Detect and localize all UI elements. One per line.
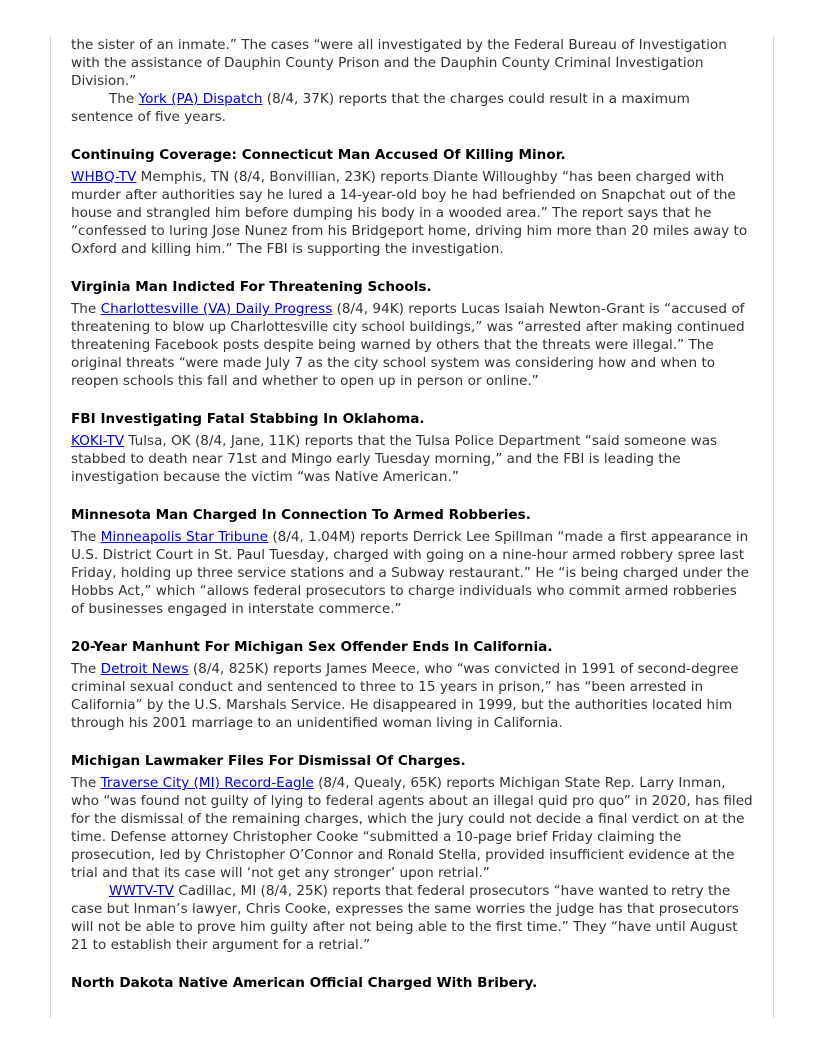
- paragraph-text: The: [71, 301, 101, 317]
- document-content: [71, 36, 753, 996]
- article-body: [71, 300, 753, 390]
- paragraph-text: (8/4, 825K) reports James Meece, who “was convicted in 1991 of second-degree criminal sexual conduct and sentenced to three to 15 years in prison,” has “been arrested in California” by the U.S. Marshals Service. He disappeared in 1999, but the authorities located him through his 2001 marriage to an unidentified woman living in California.: [71, 661, 739, 731]
- whbq-tv-link[interactable]: WHBQ-TV: [71, 169, 137, 185]
- article-headline: North Dakota Native American Official Charged With Bribery.: [71, 975, 538, 991]
- article-body: [71, 528, 753, 618]
- paragraph-text: (8/4, 37K) reports that the charges could result in a maximum sentence of five years.: [71, 91, 690, 125]
- intro-paragraph: the sister of an inmate.” The cases “were all investigated by the Federal Bureau of Investigation with the assistance of Dauphin County Prison and the Dauphin County Criminal Investigation Division.”: [71, 37, 727, 89]
- article-headline: Minnesota Man Charged In Connection To Armed Robberies.: [71, 507, 531, 523]
- article-headline: Continuing Coverage: Connecticut Man Accused Of Killing Minor.: [71, 147, 566, 163]
- article-headline: 20-Year Manhunt For Michigan Sex Offender Ends In California.: [71, 639, 553, 655]
- article-headline: Virginia Man Indicted For Threatening Schools.: [71, 279, 432, 295]
- york-dispatch-link[interactable]: York (PA) Dispatch: [138, 91, 263, 107]
- paragraph-text: Memphis, TN (8/4, Bonvillian, 23K) reports Diante Willoughby “has been charged with murder after authorities say he lured a 14-year-old boy he had befriended on Snapchat out of the house and strangled him before dumping his body in a wooded area.” The report says that he “confessed to luring Jose Nunez from his Bridgeport home, driving him more than 20 miles away to Oxford and killing him.” The FBI is supporting the investigation.: [71, 169, 748, 257]
- paragraph-text: The: [71, 529, 101, 545]
- paragraph-text: (8/4, 94K) reports Lucas Isaiah Newton-Grant is “accused of threatening to blow up Charlottesville city school buildings,” was “arrested after making continued threatening Facebook posts despite being warned by others that the threats were illegal.” The original threats “were made July 7 as the city school system was considering how and when to reopen schools this fall and whether to open up in person or online.”: [71, 301, 745, 389]
- paragraph-text: The: [71, 775, 101, 791]
- article-body: [71, 660, 753, 732]
- traverse-city-record-eagle-link[interactable]: Traverse City (MI) Record-Eagle: [100, 775, 314, 791]
- paragraph-text: (8/4, Quealy, 65K) reports Michigan State Rep. Larry Inman, who “was found not guilty of lying to federal agents about an illegal quid pro quo” in 2020, has filed for the dismissal of the remaining charges, which the jury could not decide a final verdict on at the time. Defense attorney Christopher Cooke “submitted a 10-page brief Friday claiming the prosecution, led by Christopher O’Connor and Ronald Stella, provided insufficient evidence at the trial and that its case will ‘not get any stronger’ upon retrial.”: [71, 775, 753, 881]
- article-headline: FBI Investigating Fatal Stabbing In Oklahoma.: [71, 411, 425, 427]
- article-body: [71, 168, 753, 258]
- koki-tv-link[interactable]: KOKI-TV: [71, 433, 125, 449]
- article-body: [71, 432, 753, 486]
- paragraph-text: Cadillac, MI (8/4, 25K) reports that federal prosecutors “have wanted to retry the case but Inman’s lawyer, Chris Cooke, expresses the same worries the judge has that prosecutors will not be able to prove him guilty after not being able to the first time.” They “have until August 21 to establish their argument for a retrial.”: [71, 883, 739, 953]
- paragraph-text: (8/4, 1.04M) reports Derrick Lee Spillman “made a first appearance in U.S. District Court in St. Paul Tuesday, charged with going on a nine-hour armed robbery spree last Friday, holding up three service stations and a Subway restaurant.” He “is being charged under the Hobbs Act,” which “allows federal prosecutors to charge individuals who commit armed robberies of businesses engaged in interstate commerce.”: [71, 529, 749, 617]
- document-page: [50, 36, 774, 1018]
- paragraph-text: The: [71, 661, 101, 677]
- article-headline: Michigan Lawmaker Files For Dismissal Of Charges.: [71, 753, 466, 769]
- article-body: [71, 774, 753, 882]
- paragraph-text: Tulsa, OK (8/4, Jane, 11K) reports that the Tulsa Police Department “said someone was stabbed to death near 71st and Mingo early Tuesday morning,” and the FBI is leading the investigation because the victim “was Native American.”: [71, 433, 718, 485]
- minneapolis-star-tribune-link[interactable]: Minneapolis Star Tribune: [100, 529, 269, 545]
- intro-followup-paragraph: [71, 90, 753, 126]
- wwtv-tv-link[interactable]: WWTV-TV: [109, 883, 174, 899]
- charlottesville-daily-progress-link[interactable]: Charlottesville (VA) Daily Progress: [100, 301, 333, 317]
- article-followup-body: [71, 882, 753, 954]
- detroit-news-link[interactable]: Detroit News: [100, 661, 189, 677]
- paragraph-text: The: [109, 91, 139, 107]
